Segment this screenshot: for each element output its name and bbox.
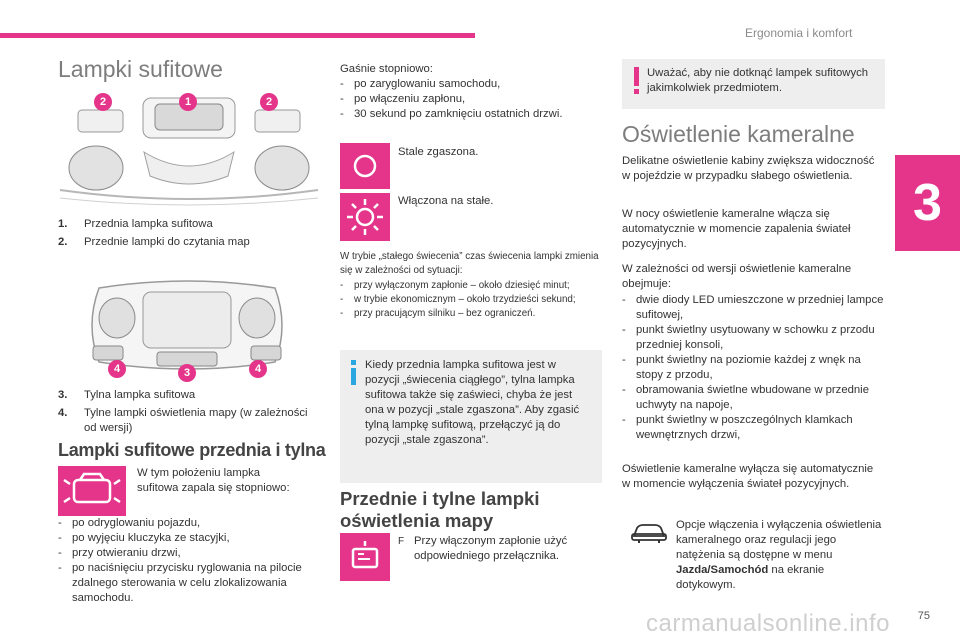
info-icon [351,360,356,386]
map-lamp-icon [340,533,390,581]
ambient-list [622,293,884,443]
warning-box [622,59,885,109]
menu-name: Jazda/Samochód [676,564,769,576]
ambient-paragraph: W zależności od wersji oświetlenie kameralne obejmuje: [622,263,852,290]
callout-badge: 4 [249,360,267,378]
chapter-tab: 3 [895,155,960,251]
list-item: - dwie diody LED umieszczone w przedniej lampce sufitowej, [622,293,884,323]
warning-icon [634,67,639,95]
page-title: Lampki sufitowe [58,56,223,82]
list-item: - punkt świetlny w poszczególnych klamkach wewnętrznych drzwi, [622,413,884,443]
fade-out-intro: Gaśnie stopniowo: [340,63,433,75]
on-mode-icon [340,193,390,241]
info-box [340,350,602,483]
section-label: Ergonomia i komfort [745,26,853,40]
list-item: - po włączeniu zapłonu, [340,92,600,107]
subsection-heading: Lampki sufitowe przednia i tylna [58,440,326,460]
list-item: - po wyjęciu kluczyka ze stacyjki, [58,531,323,546]
car-settings-icon [630,520,668,544]
front-lamp-figure [58,90,320,208]
legend-item: 2. Przednie lampki do czytania map [58,236,250,248]
map-light-icon [340,533,390,581]
door-mode-icon [58,466,126,516]
info-text: Kiedy przednia lampka sufitowa jest w pozycji „świecenia ciągłego”, tylna lampka sufitowa także się zaświeci, chyba że jest ona w pozycji „stale zgaszona”. Aby zgasić tylną lampkę sufitową, przełączyć ją do pozycji „stale zgaszona”. [365,359,580,446]
off-mode-icon [340,143,390,189]
list-item: - w trybie ekonomicznym – około trzydzieści sekund; [340,293,602,307]
list-item: - po odryglowaniu pojazdu, [58,516,323,531]
list-item: - punkt świetlny usytuowany w schowku z przodu przedniej konsoli, [622,323,884,353]
legend-item: 1. Przednia lampka sufitowa [58,218,213,230]
fade-in-list [58,516,323,606]
off-mode-label: Stale zgaszona. [398,146,479,158]
callout-badge: 4 [108,360,126,378]
callout-badge: 2 [260,93,278,111]
list-item: - po naciśnięciu przycisku ryglowania na pilocie zdalnego sterowania w celu zlokalizowania samochodu. [58,561,323,606]
warning-text: Uważać, aby nie dotknąć lampek sufitowych jakimkolwiek przedmiotem. [647,67,869,94]
lamp-on-icon [340,193,390,241]
bullet-arrow-icon: F [398,536,405,547]
callout-badge: 1 [179,93,197,111]
list-item: - przy wyłączonym zapłonie – około dziesięć minut; [340,279,602,293]
mode-list [340,279,602,321]
legend-item: 4. Tylne lampki oświetlenia mapy (w zależności od wersji) [58,407,308,434]
ambient-paragraph: Oświetlenie kameralne wyłącza się automatycznie w momencie wyłączenia świateł pozycyjnych. [622,463,874,490]
legend-rear [58,388,323,436]
ambient-paragraph: Delikatne oświetlenie kabiny zwiększa widoczność w pojeździe w przypadku słabego oświetlenia. [622,155,875,182]
ambient-lighting-title: Oświetlenie kameralne [622,121,855,147]
callout-badge: 3 [178,364,196,382]
car-settings-text: Opcje włączenia i wyłączenia oświetlenia kameralnego oraz regulacji jego natężenia są dostępne w menu Jazda/Samochód na ekranie dotykowym. [676,519,882,591]
list-item: - obramowania świetlne wbudowane w przednie uchwyty na napoje, [622,383,884,413]
rear-lamp-figure [85,278,290,380]
list-item: - 30 sekund po zamknięciu ostatnich drzwi. [340,107,600,122]
header-accent-bar [0,33,475,38]
on-mode-label: Włączona na stałe. [398,195,494,207]
mode-intro: W trybie „stałego świecenia” czas świecenia lampki zmienia się w zależności od sytuacji: [340,251,599,276]
callout-badge: 2 [94,93,112,111]
legend-item: 3. Tylna lampka sufitowa [58,389,196,401]
car-icon [630,520,668,544]
map-lamps-heading: Przednie i tylne lampki oświetlenia mapy [340,488,540,531]
map-lamp-text: F Przy włączonym zapłonie użyć odpowiedniego przełącznika. [398,535,568,562]
legend-front [58,217,323,250]
fade-out-list [340,77,600,122]
list-item: - przy otwieraniu drzwi, [58,546,323,561]
car-door-icon [58,466,126,516]
ambient-paragraph: W nocy oświetlenie kameralne włącza się automatycznie w momencie zapalenia świateł pozycyjnych. [622,208,851,250]
door-mode-text: W tym położeniu lampka sufitowa zapala się stopniowo: [137,467,290,494]
list-item: - po zaryglowaniu samochodu, [340,77,600,92]
page-number: 75 [917,610,930,622]
watermark: carmanualsonline.info [646,610,890,637]
list-item: - przy pracującym silniku – bez ograniczeń. [340,307,602,321]
list-item: - punkt świetlny na poziomie każdej z wnęk na stopy z przodu, [622,353,884,383]
lamp-off-icon [340,143,390,189]
